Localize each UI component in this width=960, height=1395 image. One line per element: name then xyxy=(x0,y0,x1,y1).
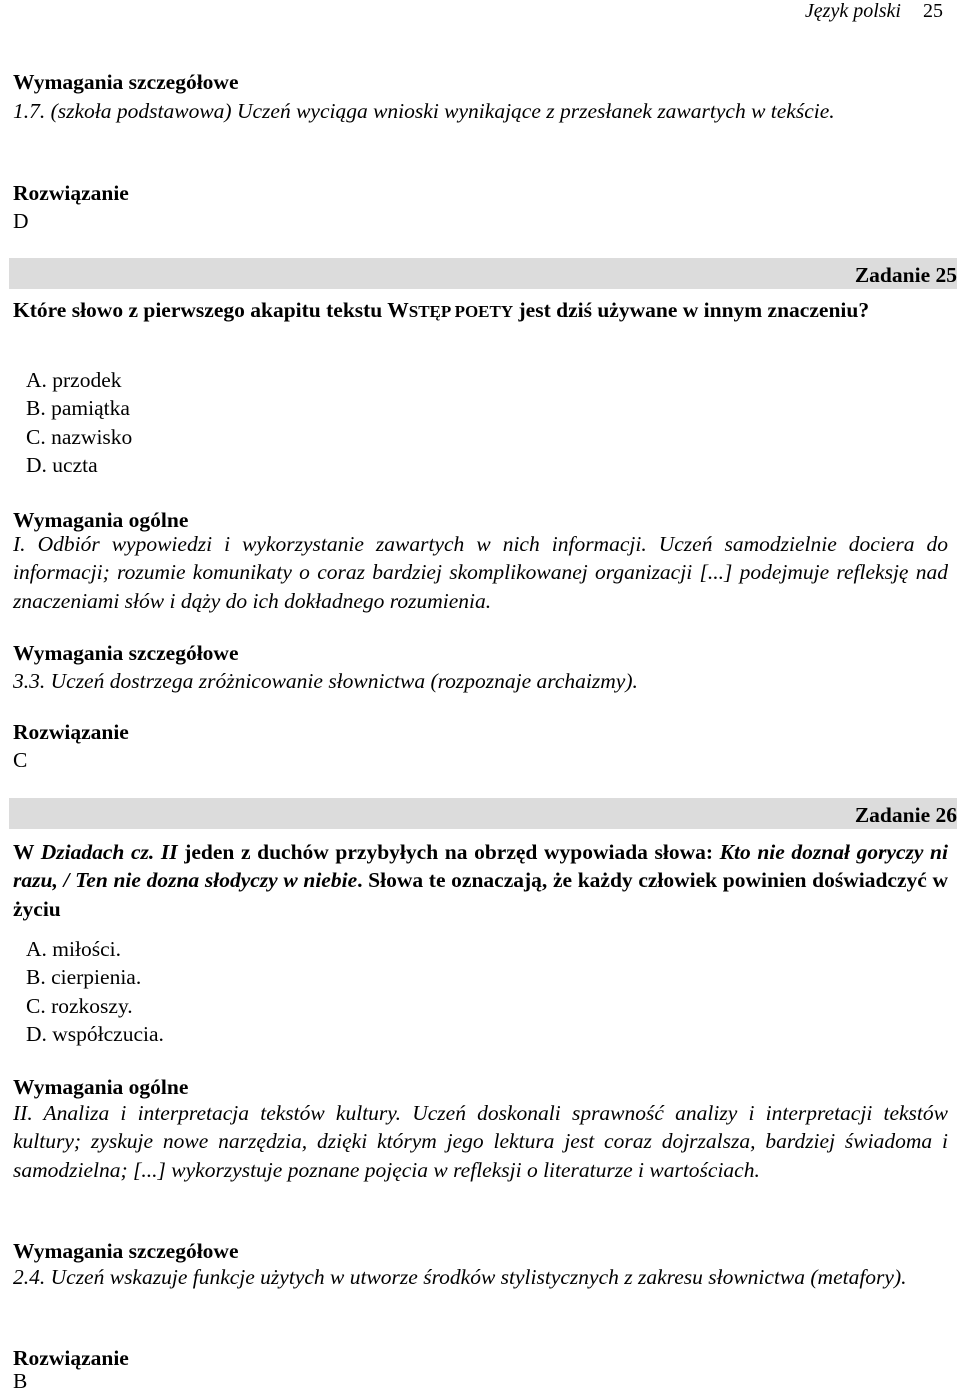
task25-option-b: B. pamiątka xyxy=(26,396,130,421)
text-title-initial: W xyxy=(387,298,409,322)
task25-option-a: A. przodek xyxy=(26,368,122,392)
task25-req-detail-heading: Wymagania szczegółowe xyxy=(13,641,239,665)
text-title-smallcaps: STĘP POETY xyxy=(408,302,514,321)
task26-solution-heading: Rozwiązanie xyxy=(13,1346,129,1370)
quote: Kto nie doznał goryczy ni razu, / Ten nie dozna słodyczy w niebie xyxy=(13,840,948,893)
task25-question: Które słowo z pierwszego akapitu tekstu WSTĘP POETY jest dziś używane w innym znaczeniu? xyxy=(13,298,870,322)
page xyxy=(13,0,957,1395)
prev-req-detail-text: 1.7. (szkoła podstawowa) Uczeń wyciąga wnioski wynikające z przesłanek zawartych w tekście. xyxy=(13,99,835,123)
task25-solution-heading: Rozwiązanie xyxy=(13,720,129,744)
task25-header-bar xyxy=(9,258,957,289)
task26-req-detail-text: 2.4. Uczeń wskazuje funkcje użytych w utworze środków stylistycznych z zakresu słownictwa (metafory). xyxy=(13,1265,907,1289)
task26-option-b: B. cierpienia. xyxy=(26,965,142,990)
prev-req-detail-heading: Wymagania szczegółowe xyxy=(13,70,239,94)
task25-option-c: C. nazwisko xyxy=(26,424,133,449)
task26-option-d: D. współczucia. xyxy=(26,1022,164,1047)
task25-solution-answer: C xyxy=(13,748,28,772)
task26-solution-answer: B xyxy=(13,1369,28,1393)
task26-req-detail-heading: Wymagania szczegółowe xyxy=(13,1239,239,1263)
prev-solution-answer: D xyxy=(13,209,29,233)
task26-option-a: A. miłości. xyxy=(26,937,121,961)
work-title: Dziadach cz. II xyxy=(40,840,178,864)
task26-question: W Dziadach cz. II jeden z duchów przybyłych na obrzęd wypowiada słowa: Kto nie doznał goryczy ni razu, / Ten nie dozna słodyczy w niebie. Słowa te oznaczają, że każdy człowiek powinien doświadczyć w życiu xyxy=(13,840,948,921)
page-number: 25 xyxy=(923,0,943,22)
task25-req-detail-text: 3.3. Uczeń dostrzega zróżnicowanie słownictwa (rozpoznaje archaizmy). xyxy=(13,669,638,693)
header-subject: Język polski xyxy=(804,0,901,22)
task26-req-general-text: II. Analiza i interpretacja tekstów kultury. Uczeń doskonali sprawność analizy i interpretacji tekstów kultury; zyskuje nowe narzędzia, dzięki którym jego lektura jest coraz dojrzalsza, bardziej świadoma i samodzielna; [...] wykorzystuje poznane pojęcia w refleksji o literaturze i wartościach. xyxy=(13,1101,948,1182)
task26-label: Zadanie 26 xyxy=(854,803,957,827)
running-header xyxy=(805,0,943,22)
task25-req-general-text: I. Odbiór wypowiedzi i wykorzystanie zawartych w nich informacji. Uczeń samodzielnie dociera do informacji; rozumie komunikaty o coraz bardziej skomplikowanej organizacji [...] podejmuje refleksję nad znaczeniami słów i dąży do ich dokładnego rozumienia. xyxy=(13,532,948,613)
task26-header-bar xyxy=(9,798,957,829)
task26-req-general-heading: Wymagania ogólne xyxy=(13,1075,189,1099)
task26-option-c: C. rozkoszy. xyxy=(26,993,133,1018)
task25-options xyxy=(13,366,945,480)
task26-options xyxy=(13,935,945,1049)
task25-req-general-heading: Wymagania ogólne xyxy=(13,508,189,532)
task25-label: Zadanie 25 xyxy=(854,263,957,287)
task25-option-d: D. uczta xyxy=(26,453,98,478)
prev-solution-heading: Rozwiązanie xyxy=(13,181,129,205)
